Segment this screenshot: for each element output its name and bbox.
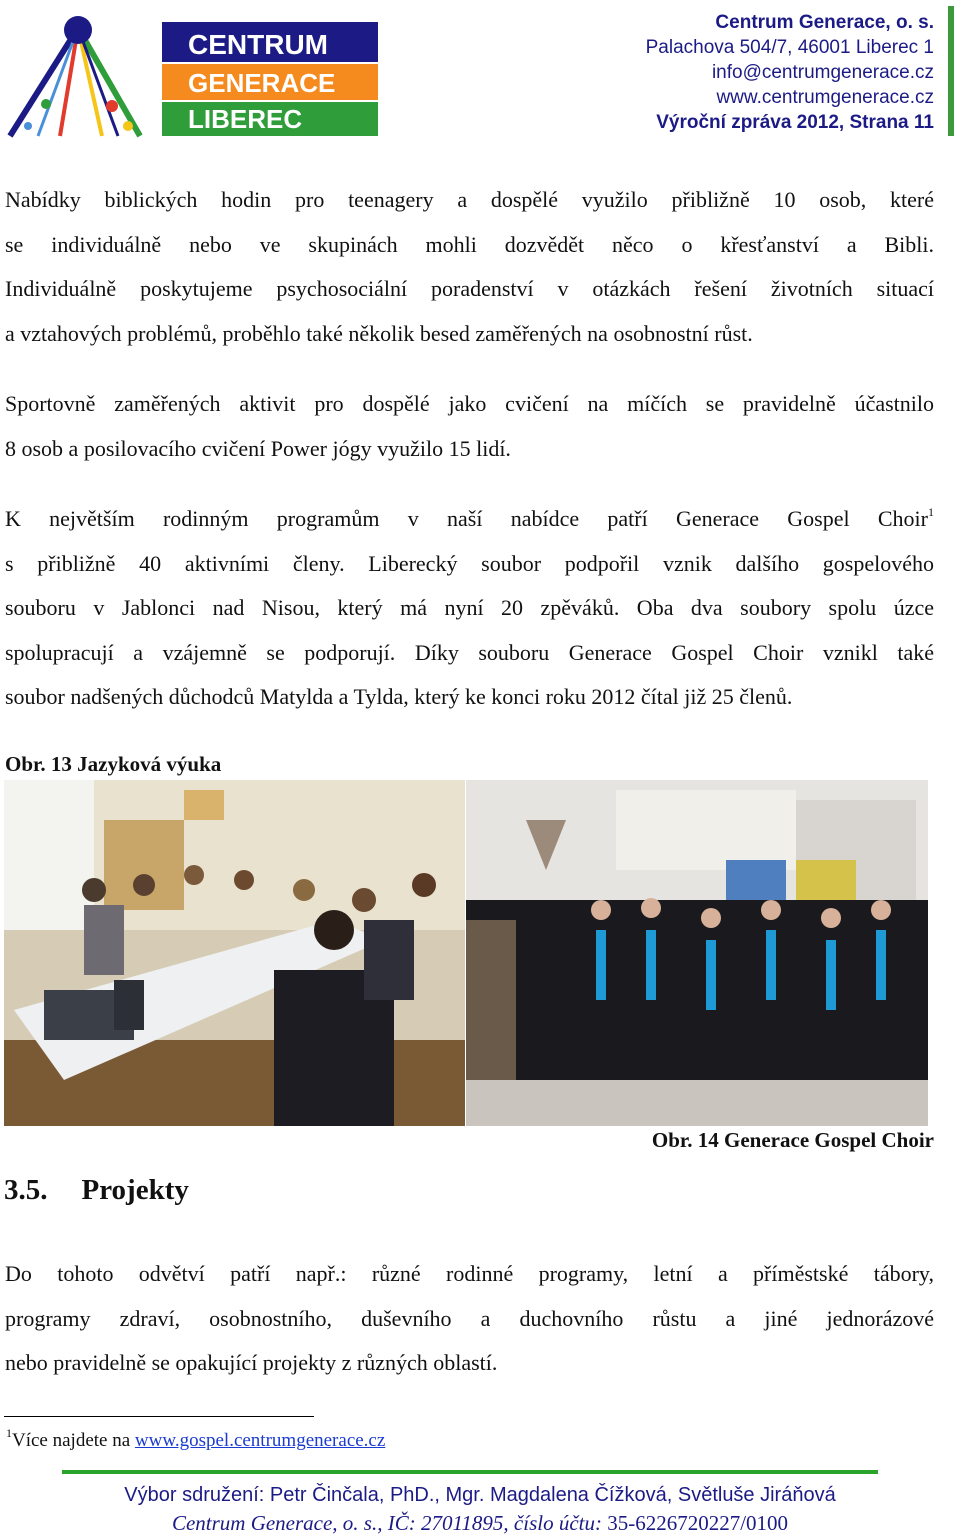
header-address: Palachova 504/7, 46001 Liberec 1	[645, 37, 934, 58]
footnote-mark: 1	[6, 1425, 12, 1440]
paragraph-4-line: Do tohoto odvětví patří např.: různé rodinné programy, letní a příměstské tábory,	[5, 1261, 934, 1286]
paragraph-1-line: a vztahových problémů, proběhlo také několik besed zaměřených na osobnostní růst.	[5, 320, 753, 346]
figure-13-caption: Obr. 13 Jazyková výuka	[5, 752, 222, 776]
figure-14-caption: Obr. 14 Generace Gospel Choir	[651, 1128, 934, 1152]
paragraph-2-line: 8 osob a posilovacího cvičení Power jógy využilo 15 lidí.	[5, 435, 511, 461]
footer-registration-text: Centrum Generace, o. s., IČ: 27011895, číslo účtu:	[171, 1511, 608, 1535]
footnote-text: Více najdete na	[12, 1430, 135, 1451]
footer-account-number: 35-6226720227/0100	[607, 1511, 789, 1535]
footer-separator	[62, 1470, 878, 1474]
header-org: Centrum Generace, o. s.	[715, 12, 934, 33]
header-contact	[514, 10, 934, 135]
paragraph-1-line: Individuálně poskytujeme psychosociální poradenství v otázkách řešení životních situací	[5, 276, 934, 302]
section-number: 3.5.	[4, 1174, 48, 1206]
paragraph-1-line: se individuálně nebo ve skupinách mohli dozvědět něco o křesťanství a Bibli.	[5, 231, 934, 257]
logo-line2: GENERACE	[188, 68, 336, 98]
paragraph-3-line	[5, 497, 934, 542]
header-report: Výroční zpráva 2012, Strana 11	[656, 112, 934, 133]
section-title: Projekty	[81, 1174, 189, 1206]
footnote-link[interactable]: www.gospel.centrumgenerace.cz	[134, 1430, 386, 1451]
language-class-photo	[4, 780, 465, 1126]
paragraph-3-line: souboru v Jablonci nad Nisou, který má nyní 20 zpěváků. Oba dva soubory spolu úzce	[5, 595, 934, 621]
footer-board: Výbor sdružení: Petr Činčala, PhD., Mgr. Magdalena Čížková, Světluše Jiráňová	[124, 1484, 836, 1506]
section-heading	[4, 1174, 189, 1207]
header-accent-bar	[948, 6, 954, 136]
paragraph-3-line: soubor nadšených důchodců Matylda a Tylda, který ke konci roku 2012 čítal již 25 členů.	[5, 684, 793, 710]
footnote-ref[interactable]: 1	[928, 504, 934, 519]
footnote-separator	[4, 1416, 314, 1417]
gospel-choir-photo	[466, 780, 928, 1126]
centrum-generace-logo	[0, 8, 390, 140]
paragraph-3-line: spolupracují a vzájemně se podporují. Díky souboru Generace Gospel Choir vznikl také	[5, 639, 934, 665]
paragraph-3-first-line: K největším rodinným programům v naší nabídce patří Generace Gospel Choir	[5, 506, 928, 531]
paragraph-1-line: Nabídky biblických hodin pro teenagery a dospělé využilo přibližně 10 osob, které	[5, 187, 934, 212]
paragraph-2-line: Sportovně zaměřených aktivit pro dospělé jako cvičení na míčích se pravidelně účastnilo	[5, 391, 934, 416]
footer-registration	[0, 1511, 960, 1536]
footnote	[6, 1425, 386, 1452]
header-web[interactable]: www.centrumgenerace.cz	[716, 87, 934, 108]
paragraph-4-line: nebo pravidelně se opakující projekty z různých oblastí.	[5, 1350, 498, 1376]
header-email[interactable]: info@centrumgenerace.cz	[711, 62, 934, 83]
paragraph-4-line: programy zdraví, osobnostního, duševního a duchovního růstu a jiné jednorázové	[5, 1305, 934, 1331]
logo-line1: CENTRUM	[188, 29, 328, 60]
logo-line3: LIBEREC	[188, 104, 303, 134]
paragraph-3-line: s přibližně 40 aktivními členy. Liberecký soubor podpořil vznik dalšího gospelového	[5, 550, 934, 576]
